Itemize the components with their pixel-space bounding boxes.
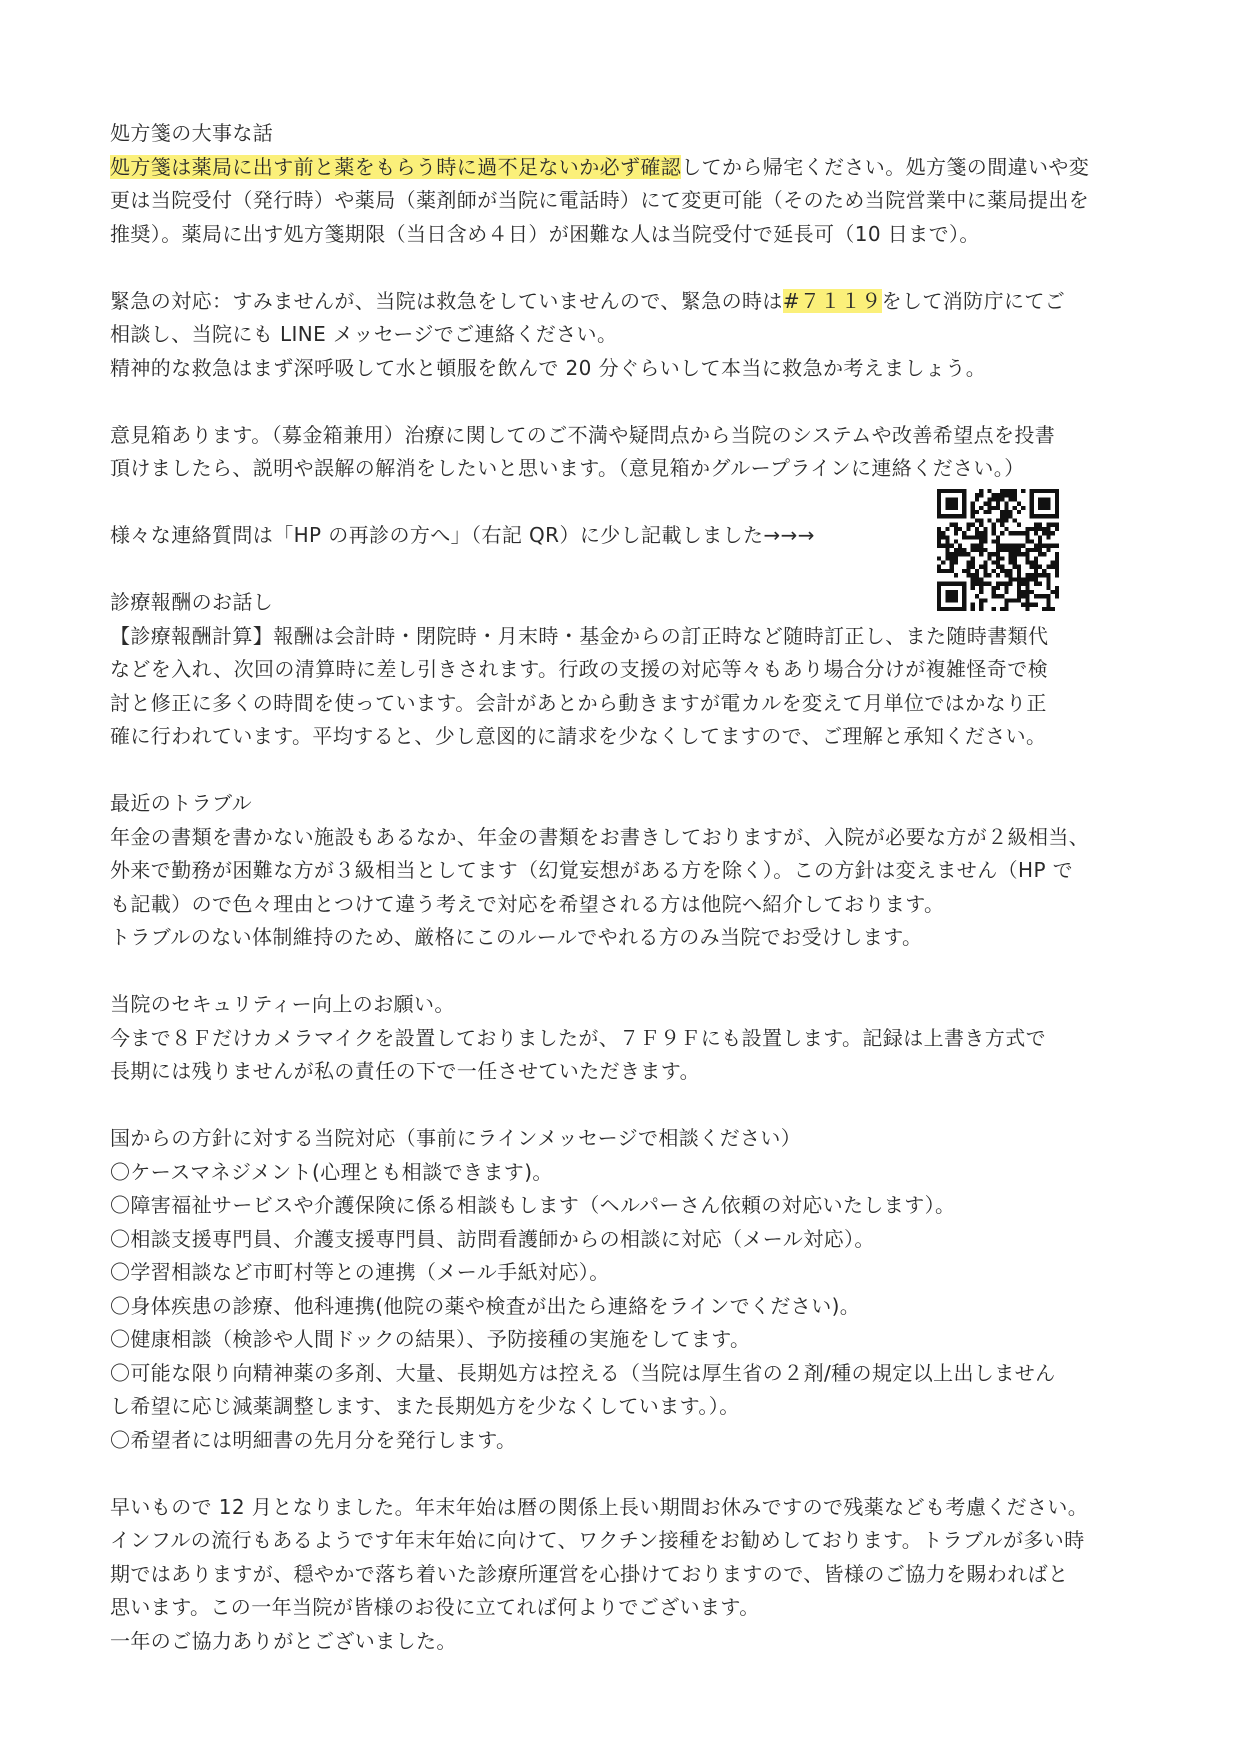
list-item: し希望に応じ減薬調整します、また長期処方を少なくしています。）。 [110, 1394, 740, 1418]
text-line: 国からの方針に対する当院対応（事前にラインメッセージで相談ください） [110, 1126, 802, 1150]
text-line: トラブルのない体制維持のため、厳格にこのルールでやれる方のみ当院でお受けします。 [110, 925, 923, 949]
text-line: も記載）ので色々理由とつけて違う考えで対応を希望される方は他院へ紹介しております。 [110, 891, 945, 916]
section-heading: 最近のトラブル [110, 791, 252, 815]
section-prescription [110, 117, 1130, 251]
text-line: 【診療報酬計算】報酬は会計時・閉院時・月末時・基金からの訂正時など随時訂正し、また随時書類代 [110, 623, 1049, 648]
section-heading: 処方箋の大事な話 [110, 121, 274, 145]
highlighted-text: 処方箋は薬局に出す前と薬をもらう時に過不足ないか必ず確認 [110, 154, 682, 179]
list-item: 〇身体疾患の診療、他科連携(他院の薬や検査が出たら連絡をラインでください)。 [110, 1293, 861, 1318]
text-line: 推奨）。薬局に出す処方箋期限（当日含め４日）が困難な人は当院受付で延長可（10 日まで）。 [110, 221, 980, 246]
text-line: 期ではありますが、穏やかで落ち着いた診療所運営を心掛けておりますので、皆様のご協力を賜わればと [110, 1561, 1069, 1586]
list-item: 〇障害福祉サービスや介護保険に係る相談もします（ヘルパーさん依頼の対応いたします）。 [110, 1193, 956, 1217]
text-line: 外来で勤務が困難な方が３級相当としてます（幻覚妄想がある方を除く）。この方針は変えません（HP で [110, 858, 1074, 882]
text-fragment: してから帰宅ください。処方箋の間違いや変 [681, 154, 1090, 179]
text-line: 当院のセキュリティー向上のお願い。 [110, 992, 455, 1016]
text-line [110, 151, 1130, 185]
list-item: 〇ケースマネジメント(心理とも相談できます)。 [110, 1159, 553, 1184]
text-fragment: 緊急の対応：すみませんが、当院は救急をしていませんので、緊急の時は [110, 288, 783, 313]
text-line: 精神的な救急はまず深呼吸して水と頓服を飲んで 20 分ぐらいして本当に救急か考えましょう。 [110, 355, 987, 380]
text-line: 長期には残りませんが私の責任の下で一任させていただきます。 [110, 1059, 700, 1083]
section-heading: 診療報酬のお話し [110, 590, 274, 614]
section-trouble [110, 787, 1130, 955]
text-line: などを入れ、次回の清算時に差し引きされます。行政の支援の対応等々もあり場合分けが複雑怪奇で検 [110, 657, 1048, 681]
list-item: 〇相談支援専門員、介護支援専門員、訪問看護師からの相談に対応（メール対応）。 [110, 1226, 875, 1251]
document-body [110, 117, 1130, 1692]
text-line [110, 285, 1130, 319]
highlighted-text: #７１１９ [782, 288, 882, 313]
text-line: 確に行われています。平均すると、少し意図的に請求を少なくしてますので、ご理解と承知ください。 [110, 724, 1047, 748]
text-fragment: をして消防庁にてご [881, 288, 1066, 313]
text-line: 早いもので 12 月となりました。年末年始は暦の関係上長い期間お休みですので残薬なども考慮ください。 [110, 1494, 1089, 1519]
text-line: 意見箱あります。（募金箱兼用）治療に関してのご不満や疑問点から当院のシステムや改善希望点を投書 [110, 422, 1056, 447]
section-policy [110, 1122, 1130, 1457]
text-line: 頂けましたら、説明や誤解の解消をしたいと思います。（意見箱かグループラインに連絡ください。） [110, 456, 1025, 480]
list-item: 〇可能な限り向精神薬の多剤、大量、長期処方は控える（当院は厚生省の２剤/種の規定以上出しません [110, 1360, 1056, 1385]
text-line: 思います。この一年当院が皆様のお役に立てれば何よりでございます。 [110, 1595, 760, 1619]
section-security [110, 988, 1130, 1089]
text-line: 相談し、当院にも LINE メッセージでご連絡ください。 [110, 322, 618, 346]
section-closing [110, 1491, 1130, 1659]
text-line: 討と修正に多くの時間を使っています。会計があとから動きますが電カルを変えて月単位ではかなり正 [110, 690, 1047, 715]
text-line: 様々な連絡質問は「HP の再診の方へ」（右記 QR）に少し記載しました→→→ [110, 523, 815, 547]
text-line: 更は当院受付（発行時）や薬局（薬剤師が当院に電話時）にて変更可能（そのため当院営業中に薬局提出を [110, 188, 1090, 212]
text-line: インフルの流行もあるようです年末年始に向けて、ワクチン接種をお勧めしております。トラブルが多い時 [110, 1528, 1085, 1552]
qr-code-icon[interactable] [937, 489, 1059, 611]
list-item: 〇学習相談など市町村等との連携（メール手紙対応）。 [110, 1260, 610, 1284]
section-emergency [110, 285, 1130, 386]
section-opinion-box [110, 419, 1130, 486]
text-line: 一年のご協力ありがとございました。 [110, 1628, 457, 1653]
section-fees [110, 586, 1130, 754]
list-item: 〇健康相談（検診や人間ドックの結果）、予防接種の実施をしてます。 [110, 1327, 751, 1351]
text-line: 年金の書類を書かない施設もあるなか、年金の書類をお書きしておりますが、入院が必要な方が２級相当、 [110, 824, 1090, 849]
list-item: 〇希望者には明細書の先月分を発行します。 [110, 1427, 517, 1452]
text-line: 今まで８Ｆだけカメラマイクを設置しておりましたが、７Ｆ９Ｆにも設置します。記録は上書き方式で [110, 1025, 1046, 1050]
